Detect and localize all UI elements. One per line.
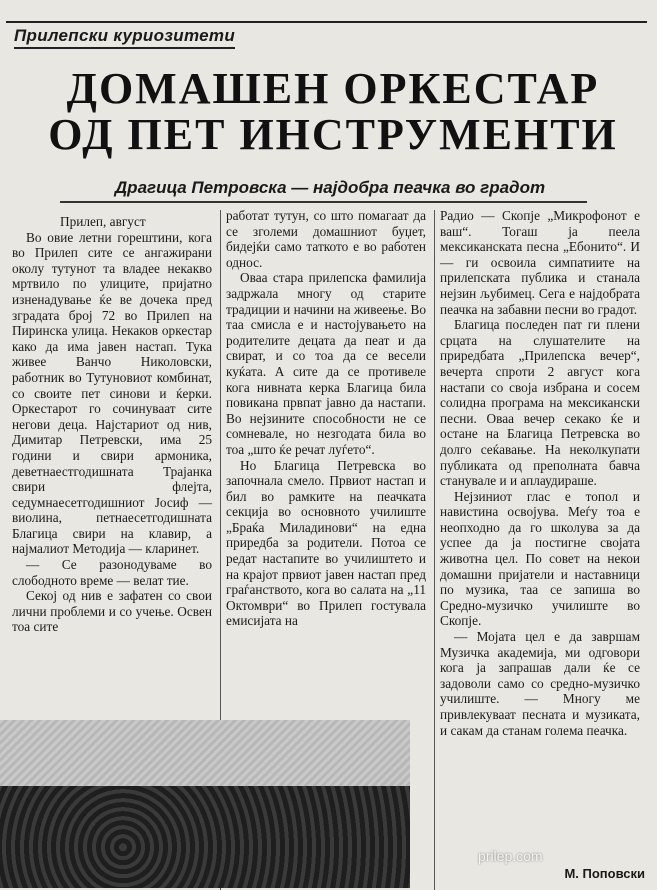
article-column-1	[12, 214, 212, 635]
paragraph: Но Благица Петревска во започнала смело. Првиот настап и бил во рамките на пеачката секција во основното училиште „Браќа Миладинови“ на една приредба за родители. Потоа се редат настапите во училиштето и на крајот првиот јавен настап пред граѓанството, кога во салата на „11 Октомври“ во Прилеп гостувала емисијата на	[226, 457, 426, 629]
paragraph: — Мојата цел е да завршам Музичка академија, ми одговори кога ја запрашав дали ќе се задоволи само со средно-музичко училиште. — Многу ме привлекуваат песната и музиката, и сакам да станам голема пеачка.	[440, 629, 640, 738]
headline-line-1: ДОМАШЕН ОРКЕСТАР	[66, 64, 600, 113]
section-kicker: Прилепски куриозитети	[14, 26, 235, 49]
paragraph: Радио — Скопје „Микрофонот е ваш“. Тогаш ја пеела мексиканската песна „Ебонито“. И — ги освоила симпатиите на прилепската публика и станала нејзин љубимец. Сега е најдобрата пеачка на забавни песни во градот.	[440, 208, 640, 317]
article-photo-dark-area	[0, 786, 410, 888]
author-signature: М. Поповски	[564, 866, 645, 881]
paragraph: работат тутун, со што помагаат да се зголеми домашниот буџет, бидејќи само таткото е во работен однос.	[226, 208, 426, 270]
article-headline	[18, 66, 648, 158]
paragraph: Нејзиниот глас е топол и навистина освојува. Меѓу тоа е неопходно да го школува за да успее да ја постигне својата животна цел. По совет на некои домашни пријатели и наставници по музика, таа се запиша во Средно-музичко училиште во Скопје.	[440, 488, 640, 629]
top-rule	[6, 21, 647, 23]
paragraph: Благица последен пат ги плени срцата на слушателите на приредбата „Прилепска вечер“, вечерта спроти 2 август кога настапи со своја избрана и сосем солидна програма на мексикански песни. Оваа вечер секако ќе и остане на Благица Петревска во долго сеќавање. На неколкупати публиката од преполната бавча станувале и и аплаудираше.	[440, 317, 640, 489]
paragraph: Оваа стара прилепска фамилија задржала многу од старите традиции и начини на живеење. Во таа смисла е и настојувањето на родителите децата да пеат и да свират, и со тоа да се весели куќата. А сите да се противеле кога нивната керка Благица била повикана првпат јавно да настапи. Во нејзините способности не се сомневале, но незгодата била во тоа „што ќе речат луѓето“.	[226, 270, 426, 457]
paragraph: — Се разонодуваме во слободното време — велат тие.	[12, 557, 212, 588]
paragraph: Во овие летни горештини, кога во Прилеп сите се ангажирани околу тутунот та владее некакво мртвило по улиците, пријатно изненадување ќе ве дочека пред зградата број 72 во Прилеп на Пиринска улица. Некаков оркестар како да има јавен настап. Тука живее Ванчо Николовски, работник во Тутуновиот комбинат, со своите пет синови и ќерки. Оркестарот го сочинуваат сите негови деца. Најстариот од нив, Димитар Петревски, има 25 години и свири армоника, деветнаестгодишната Трајанка свири флејта, седумнаесетгодишниот Јосиф — виолина, петнаесетгодишната Благица свири на клавир, а најмалиот Методија — кларинет.	[12, 229, 212, 557]
headline-line-2: ОД ПЕТ ИНСТРУМЕНТИ	[48, 110, 618, 159]
watermark: prilep.com	[478, 848, 543, 864]
dateline: Прилеп, август	[60, 214, 146, 229]
paragraph: Секој од нив е зафатен со свои лични проблеми и со учење. Освен тоа сите	[12, 588, 212, 635]
article-subheadline: Драгица Петровска — најдобра пеачка во градот	[114, 178, 546, 197]
subheadline-rule	[60, 201, 587, 203]
column-divider	[434, 210, 435, 890]
article-column-3	[440, 208, 640, 738]
article-column-2	[226, 208, 426, 629]
